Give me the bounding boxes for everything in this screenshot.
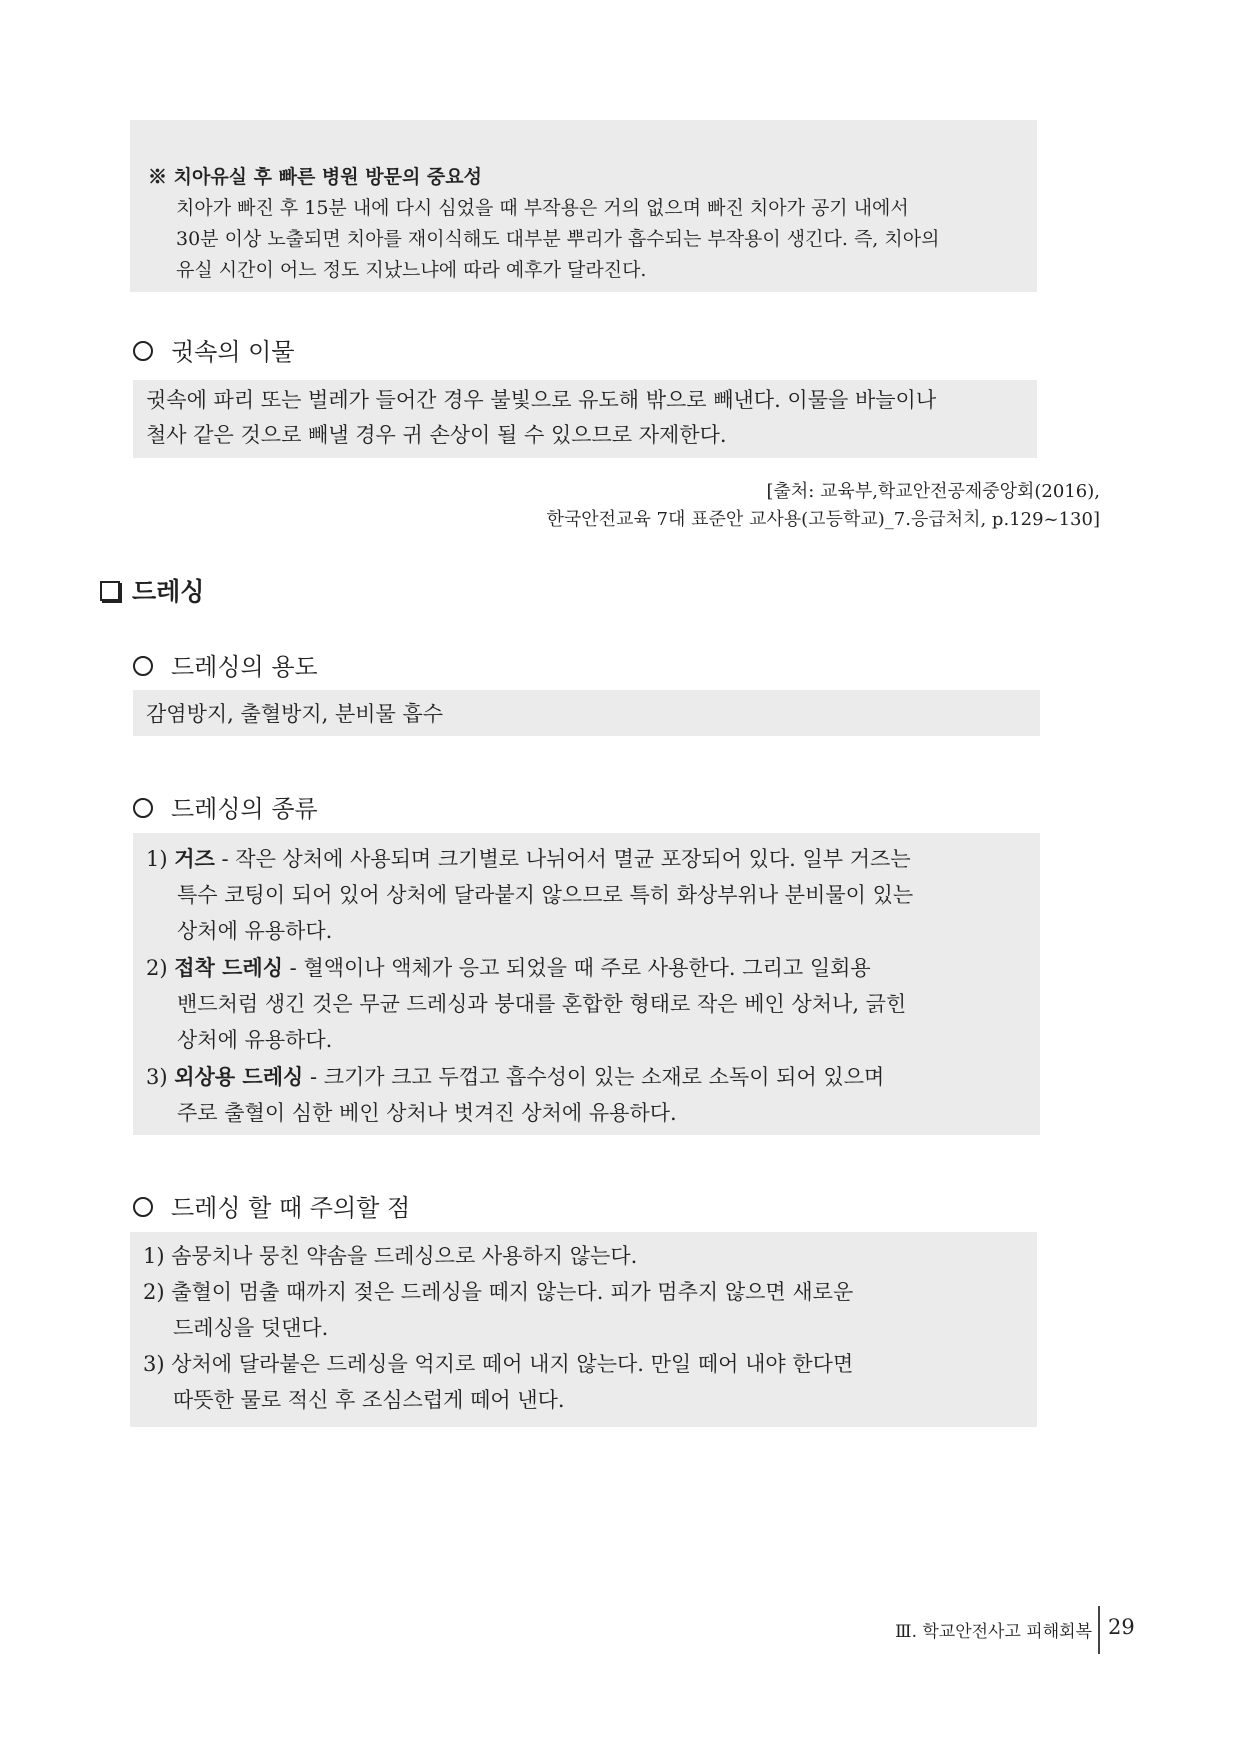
footer-divider bbox=[1098, 1606, 1100, 1654]
caution-line: 2) 출혈이 멈출 때까지 젖은 드레싱을 떼지 않는다. 피가 멈추지 않으면 새로운 bbox=[143, 1280, 854, 1304]
usage-heading-text: 드레싱의 용도 bbox=[171, 653, 318, 681]
circle-bullet-icon bbox=[133, 798, 153, 818]
caution-heading-text: 드레싱 할 때 주의할 점 bbox=[171, 1194, 411, 1222]
section-title bbox=[100, 572, 204, 608]
caution-line: 따뜻한 물로 적신 후 조심스럽게 떼어 낸다. bbox=[173, 1388, 565, 1412]
caution-line: 3) 상처에 달라붙은 드레싱을 억지로 떼어 내지 않는다. 만일 떼어 내야 한다면 bbox=[143, 1352, 854, 1376]
item-dash: - bbox=[303, 1065, 324, 1089]
source-line: [출처: 교육부,학교안전공제중앙회(2016), bbox=[766, 481, 1100, 502]
caution-line: 드레싱을 덧댄다. bbox=[173, 1316, 329, 1340]
item-term: 접착 드레싱 bbox=[174, 955, 283, 980]
circle-bullet-icon bbox=[133, 1197, 153, 1217]
note-title: ※ 치아유실 후 빠른 병원 방문의 중요성 bbox=[148, 166, 482, 188]
note-line: 치아가 빠진 후 15분 내에 다시 심었을 때 부작용은 거의 없으며 빠진 치아가 공기 내에서 bbox=[176, 197, 909, 219]
circle-bullet-icon bbox=[133, 341, 153, 361]
usage-heading bbox=[133, 647, 318, 682]
item-dash: - bbox=[283, 956, 304, 980]
circle-bullet-icon bbox=[133, 656, 153, 676]
source-line: 한국안전교육 7대 표준안 교사용(고등학교)_7.응급처치, p.129~130] bbox=[546, 509, 1100, 530]
item-dash: - bbox=[214, 847, 236, 871]
note-line: 30분 이상 노출되면 치아를 재이식해도 대부분 뿌리가 흡수되는 부작용이 생긴다. 즉, 치아의 bbox=[176, 228, 940, 250]
note-line: 유실 시간이 어느 정도 지났느냐에 따라 예후가 달라진다. bbox=[176, 259, 647, 281]
caution-line: 1) 솜뭉치나 뭉친 약솜을 드레싱으로 사용하지 않는다. bbox=[143, 1244, 638, 1268]
types-item-cont: 상처에 유용하다. bbox=[177, 919, 333, 943]
item-term: 외상용 드레싱 bbox=[174, 1064, 304, 1089]
section-title-text: 드레싱 bbox=[132, 577, 205, 606]
ear-heading bbox=[133, 332, 295, 367]
ear-heading-text: 귓속의 이물 bbox=[171, 338, 295, 366]
types-item bbox=[146, 1064, 884, 1090]
ear-line: 철사 같은 것으로 빼낼 경우 귀 손상이 될 수 있으므로 자제한다. bbox=[146, 423, 727, 447]
item-number: 3) bbox=[146, 1065, 168, 1089]
item-text: 크기가 크고 두껍고 흡수성이 있는 소재로 소독이 되어 있으며 bbox=[323, 1065, 885, 1089]
item-term: 거즈 bbox=[174, 846, 215, 871]
page-number: 29 bbox=[1108, 1615, 1135, 1639]
item-text: 혈액이나 액체가 응고 되었을 때 주로 사용한다. 그리고 일회용 bbox=[303, 956, 871, 980]
item-number: 2) bbox=[146, 956, 168, 980]
types-item-cont: 주로 출혈이 심한 베인 상처나 벗겨진 상처에 유용하다. bbox=[177, 1101, 677, 1125]
types-item-cont: 상처에 유용하다. bbox=[177, 1028, 333, 1052]
caution-heading bbox=[133, 1188, 410, 1223]
item-text: 작은 상처에 사용되며 크기별로 나뉘어서 멸균 포장되어 있다. 일부 거즈는 bbox=[235, 847, 911, 871]
ear-line: 귓속에 파리 또는 벌레가 들어간 경우 불빛으로 유도해 밖으로 빼낸다. 이물을 바늘이나 bbox=[146, 388, 937, 412]
types-heading bbox=[133, 789, 318, 824]
types-item bbox=[146, 846, 911, 872]
types-item-cont: 밴드처럼 생긴 것은 무균 드레싱과 붕대를 혼합한 형태로 작은 베인 상처나, 긁힌 bbox=[177, 992, 907, 1016]
types-item-cont: 특수 코팅이 되어 있어 상처에 달라붙지 않으므로 특히 화상부위나 분비물이 있는 bbox=[177, 883, 914, 907]
types-heading-text: 드레싱의 종류 bbox=[171, 795, 318, 823]
types-item bbox=[146, 955, 871, 981]
item-number: 1) bbox=[146, 847, 168, 871]
footer-chapter: Ⅲ. 학교안전사고 피해회복 bbox=[895, 1622, 1092, 1642]
usage-text: 감염방지, 출혈방지, 분비물 흡수 bbox=[146, 702, 444, 726]
checkbox-square-icon bbox=[100, 581, 120, 601]
